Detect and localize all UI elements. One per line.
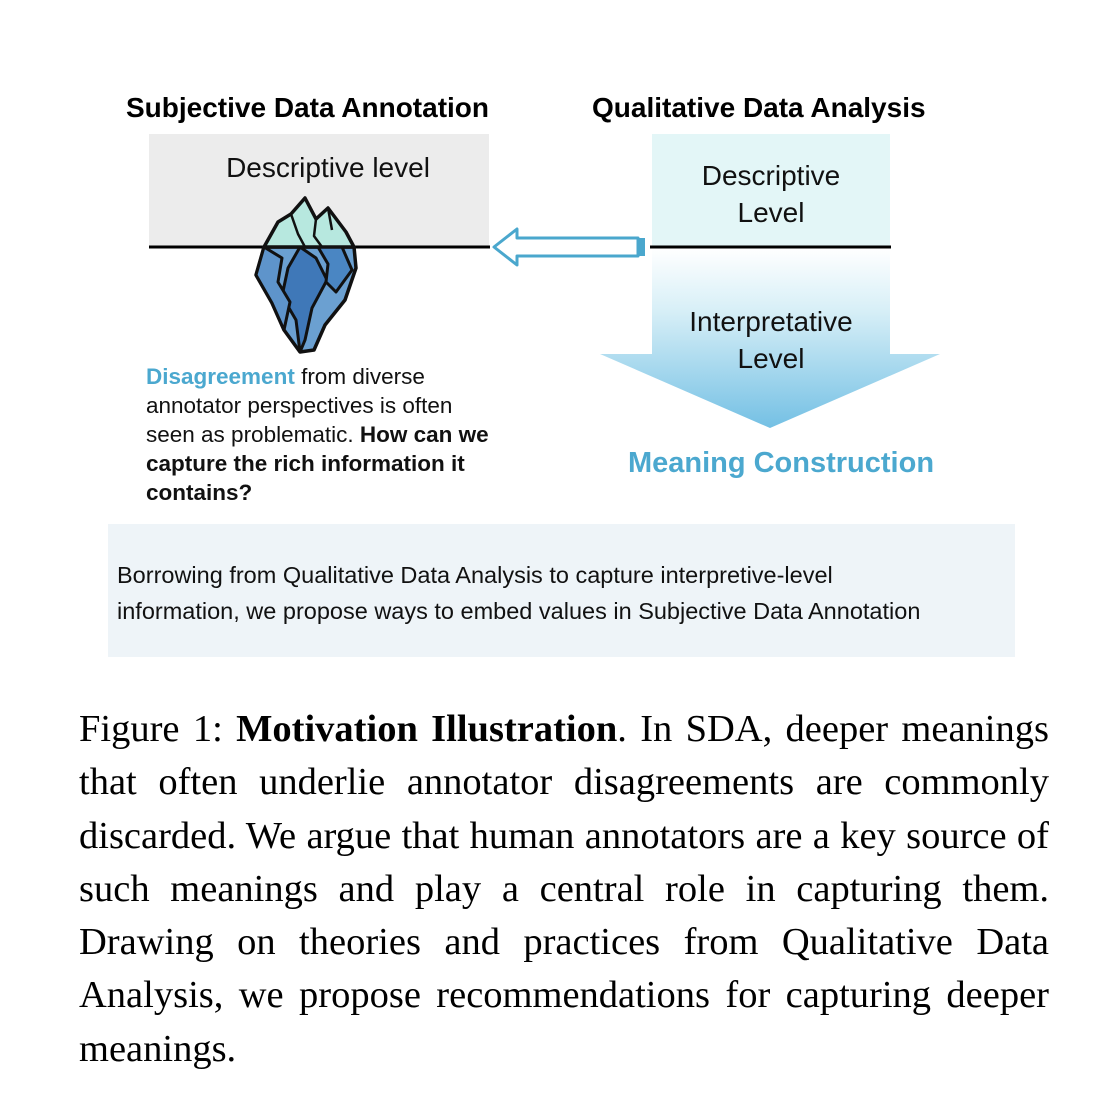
disagreement-question: How can we capture the rich information it contains? [146, 422, 489, 505]
caption-body: . In SDA, deeper meanings that often underlie annotator disagreements are commonly discarded. We argue that human annotators are a key source of such meanings and play a central role in capturing them. Drawing on theories and practices from Qualitative Data Analysis, we propose recommendations for capturing deeper meanings. [79, 708, 1049, 1070]
proposal-note [117, 557, 1007, 629]
caption-prefix: Figure 1: [79, 708, 237, 750]
qda-interpretative-line2: Level [737, 343, 805, 374]
disagreement-highlight: Disagreement [146, 364, 295, 389]
qda-descriptive-label [652, 157, 890, 231]
qda-title: Qualitative Data Analysis [592, 92, 926, 123]
qda-descriptive-line1: Descriptive [701, 160, 841, 191]
caption-bold-title: Motivation Illustration [236, 708, 618, 750]
sda-title: Subjective Data Annotation [126, 92, 490, 123]
figure-caption [79, 703, 1049, 1076]
descriptive-level-label: Descriptive level [226, 152, 430, 183]
iceberg-icon [256, 198, 356, 352]
qda-descriptive-line2: Level [737, 197, 805, 228]
disagreement-text [146, 362, 496, 507]
disagreement-plain: from diverse annotator perspectives is often seen as problematic. [146, 364, 453, 447]
qda-interpretative-line1: Interpretative [689, 306, 853, 337]
left-arrow-icon [494, 229, 645, 265]
qda-interpretative-label [652, 303, 890, 377]
meaning-construction-label: Meaning Construction [627, 447, 935, 479]
proposal-note-line1: Borrowing from Qualitative Data Analysis to capture interpretive-level [117, 562, 833, 588]
proposal-note-line2: information, we propose ways to embed values in Subjective Data Annotation [117, 598, 921, 624]
